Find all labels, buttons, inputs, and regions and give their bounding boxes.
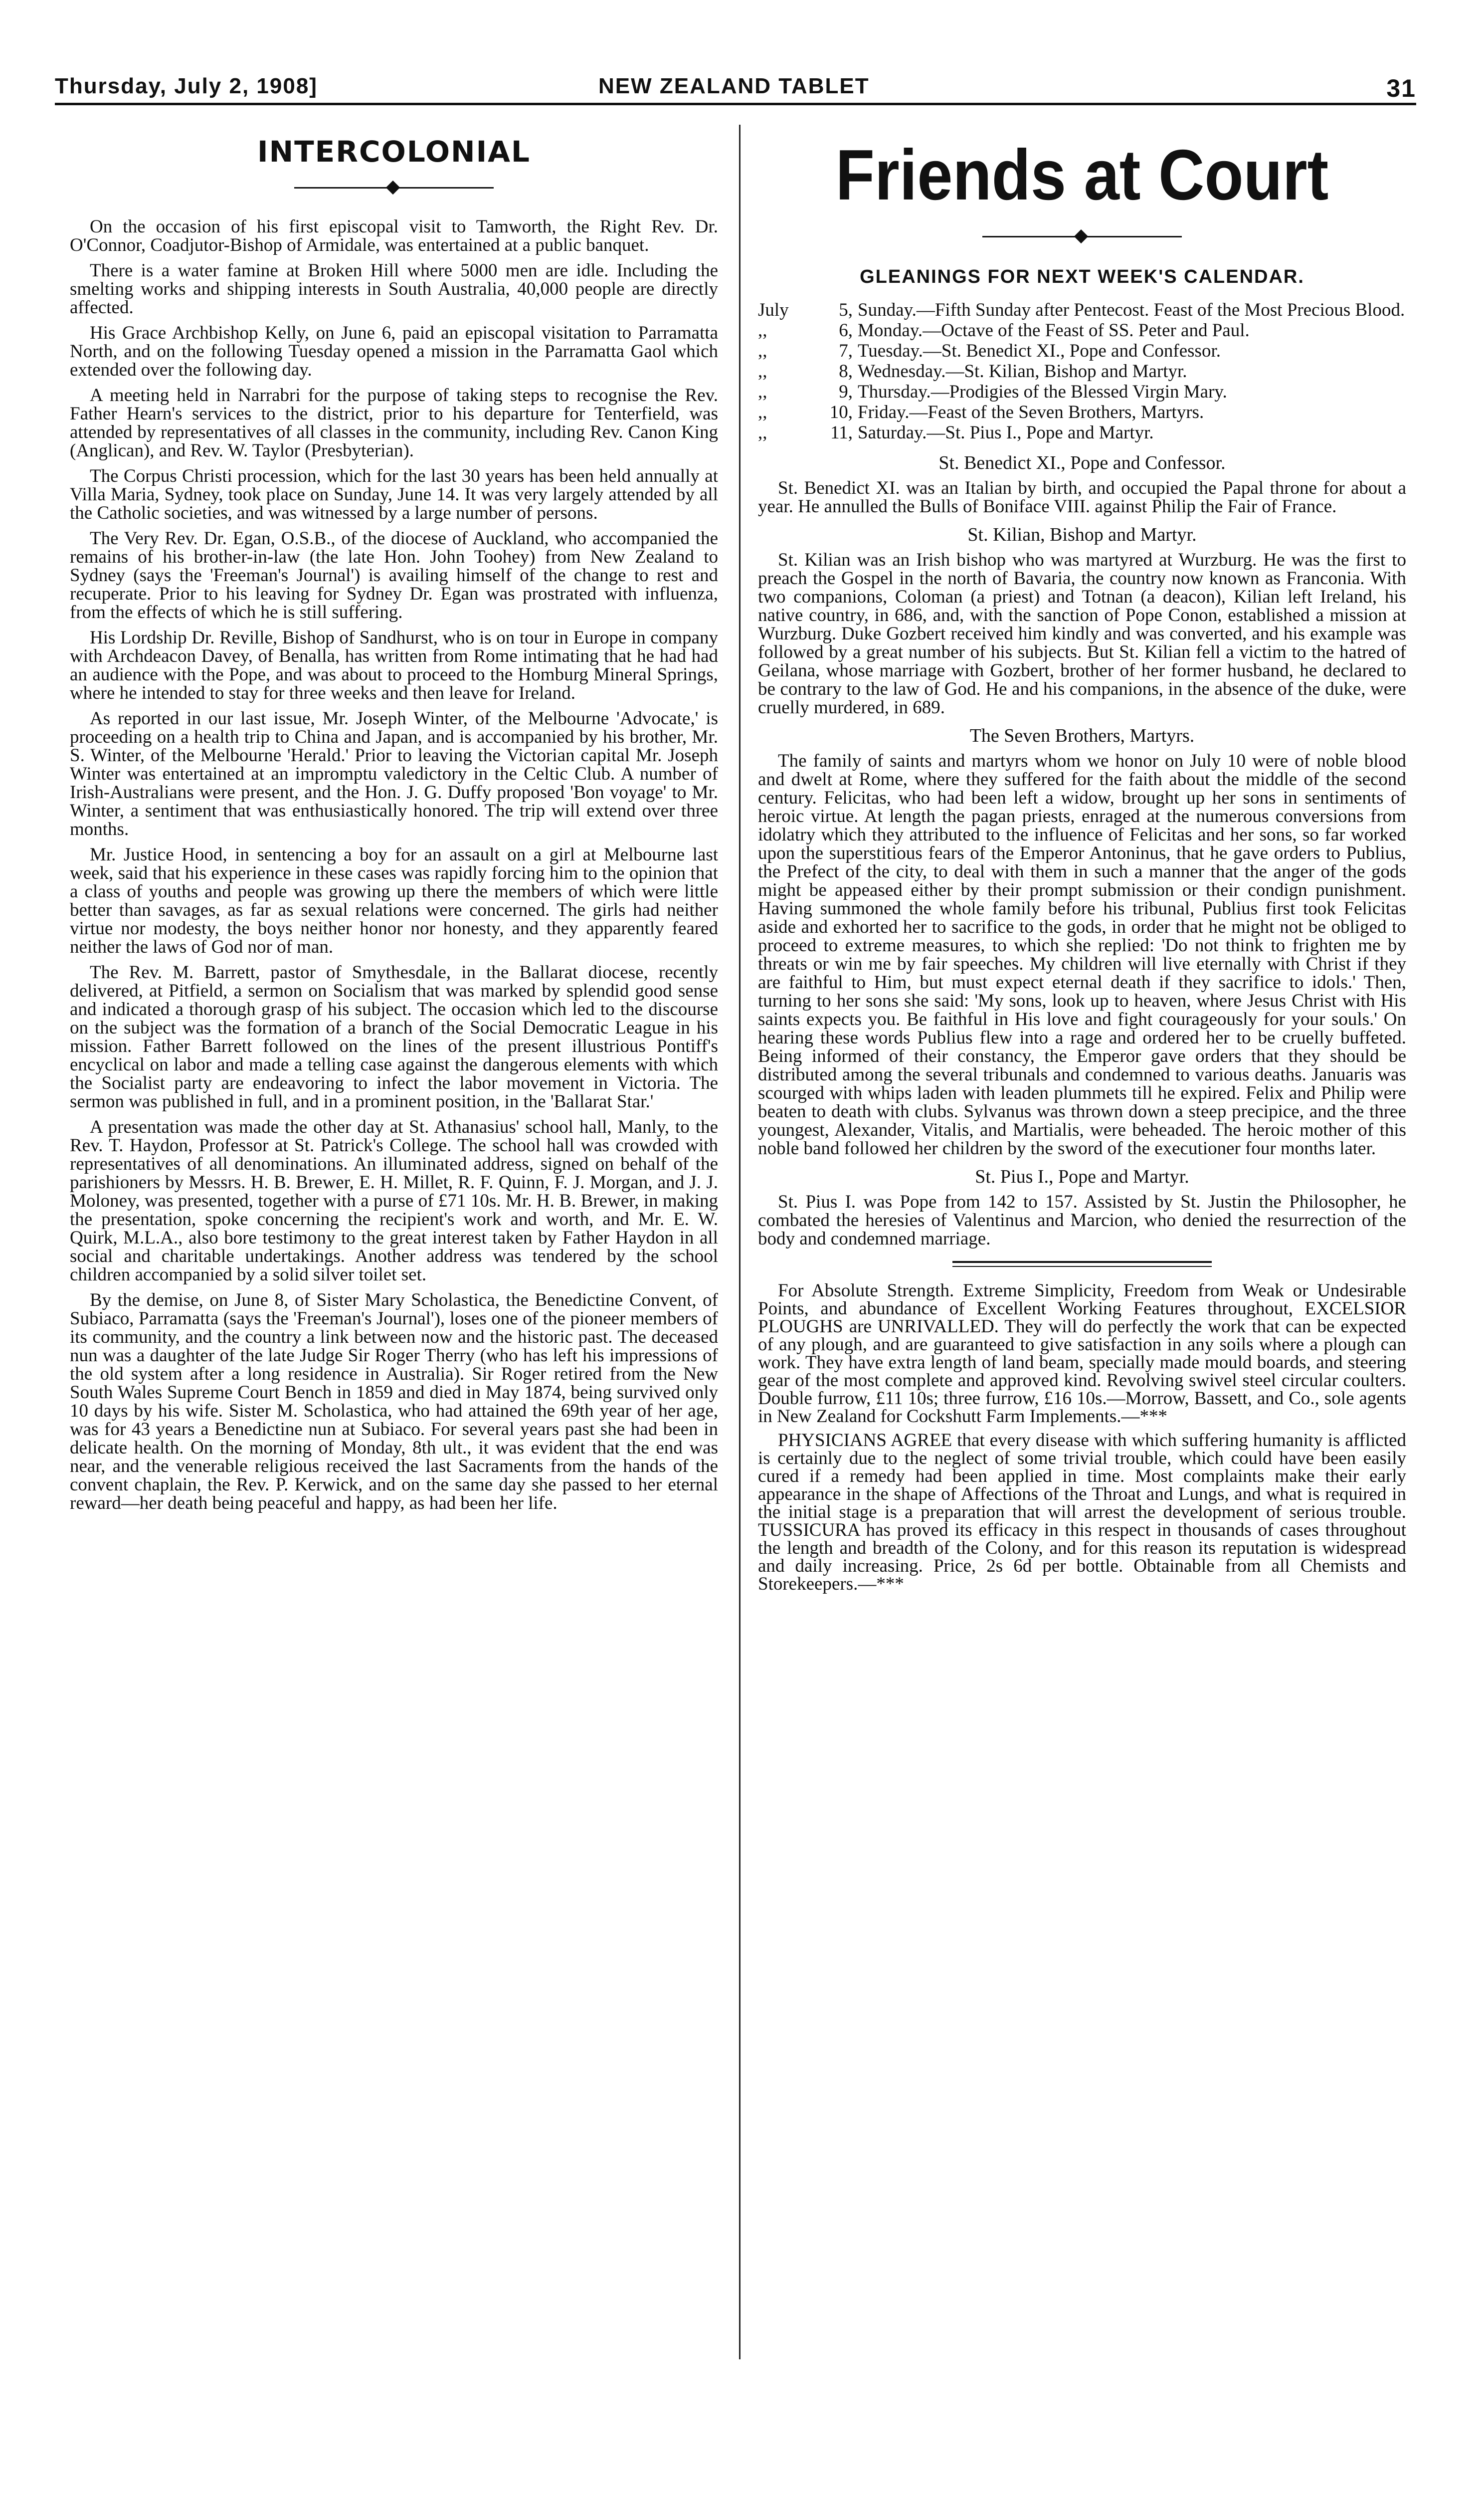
calendar-day: 5, xyxy=(839,300,853,320)
article-paragraph: As reported in our last issue, Mr. Joseph Winter, of the Melbourne 'Advocate,' is proceeding on a health trip to China and Japan, and is accompanied by his brother, Mr. S. Winter, of the Melbourne 'Herald.' Prior to leaving the Victorian capital Mr. Joseph Winter was entertained at an impromptu valedictory in the Celtic Club. A number of Irish-Australians were present, and the Hon. J. G. Duffy proposed 'Bon voyage' to Mr. Winter, a sentiment that was enthusiastically honored. The trip will extend over three months. xyxy=(70,708,718,839)
masthead xyxy=(55,70,1416,102)
advertisement-tussicura: PHYSICIANS AGREE that every disease with which suffering humanity is afflicted is certainly due to the neglect of some trivial trouble, which could have been easily cured if a remedy had been applied in time. Most complaints make their early appearance in the shape of Affections of the Throat and Lungs, and what is required in the initial stage is a preparation that will arrest the development of serious trouble. TUSSICURA has proved its efficacy in this respect in thousands of cases throughout the length and breadth of the Colony, and for this reason its reputation is widespread and daily increasing. Price, 2s 6d per bottle. Obtainable from all Chemists and Storekeepers.—*** xyxy=(758,1430,1406,1594)
section-separator xyxy=(952,1266,1212,1267)
saint-heading: St. Benedict XI., Pope and Confessor. xyxy=(938,452,1226,473)
article-paragraph: The Rev. M. Barrett, pastor of Smythesdale, in the Ballarat diocese, recently delivered, at Pitfield, a sermon on Socialism that was marked by splendid good sense and indicated a thorough grasp of his subject. The occasion which led to the discourse on the subject was the formation of a branch of the Social Democratic League in his mission. Father Barrett followed on the lines of the present illustrious Pontiff's encyclical on labor and made a telling case against the dangerous elements with which the Socialist party are endeavoring to infect the labor movement in Victoria. The sermon was published in full, and in a prominent position, in the 'Ballarat Star.' xyxy=(70,962,718,1112)
calendar-entry: Wednesday.—St. Kilian, Bishop and Martyr. xyxy=(858,361,1187,382)
saint-paragraph: St. Pius I. was Pope from 142 to 157. Assisted by St. Justin the Philosopher, he combated the heresies of Valentinus and Marcion, who denied the resurrection of the body and condemned marriage. xyxy=(758,1192,1406,1249)
calendar-month: ,, xyxy=(758,382,767,402)
article-paragraph: On the occasion of his first episcopal visit to Tamworth, the Right Rev. Dr. O'Connor, Coadjutor-Bishop of Armidale, was entertained at a public banquet. xyxy=(70,216,718,255)
article-paragraph: A presentation was made the other day at St. Athanasius' school hall, Manly, to the Rev. T. Haydon, Professor at St. Patrick's College. The school hall was crowded with representatives of all denominations. An illuminated address, signed on behalf of the parishioners by Messrs. H. B. Brewer, E. H. Millet, R. F. Quinn, F. J. Morgan, and J. J. Moloney, was presented, together with a purse of £71 10s. Mr. H. B. Brewer, in making the presentation, spoke concerning the recipient's work and worth, and Mr. E. W. Quirk, M.L.A., also bore testimony to the great interest taken by Father Haydon in all social and charitable undertakings. Another address was tendered by the school children accompanied by a solid silver toilet set. xyxy=(70,1117,718,1285)
section-separator xyxy=(952,1261,1212,1263)
calendar-month: ,, xyxy=(758,402,767,422)
calendar-month: ,, xyxy=(758,422,767,443)
calendar-entry: Friday.—Feast of the Seven Brothers, Martyrs. xyxy=(858,402,1204,422)
calendar-row xyxy=(758,403,1406,421)
issue-date: Thursday, July 2, 1908] xyxy=(55,74,318,98)
saint-heading: St. Pius I., Pope and Martyr. xyxy=(975,1166,1189,1187)
article-paragraph: There is a water famine at Broken Hill where 5000 men are idle. Including the smelting works and shipping interests in South Australia, 40,000 people are directly affected. xyxy=(70,260,718,318)
calendar-day: 10, xyxy=(829,402,853,422)
section-heading-intercolonial: INTERCOLONIAL xyxy=(257,135,531,169)
calendar-month: July xyxy=(758,300,789,320)
calendar-month: ,, xyxy=(758,361,767,382)
advertisement-ploughs: For Absolute Strength. Extreme Simplicity, Freedom from Weak or Undesirable Points, and abundance of Excellent Working Features throughout, EXCELSIOR PLOUGHS are UNRIVALLED. They will do perfectly the work that can be expected of any plough, and are guaranteed to give satisfaction in any soils where a plough can work. They have extra length of land beam, specially made mould boards, and steering gear of the most complete and approved kind. Revolving swivel steel circular coulters. Double furrow, £11 10s; three furrow, £16 10s.—Morrow, Bassett, and Co., sole agents in New Zealand for Cockshutt Farm Implements.—*** xyxy=(758,1280,1406,1427)
column-divider xyxy=(739,125,741,2359)
masthead-rule xyxy=(55,103,1416,105)
calendar-entry: Monday.—Octave of the Feast of SS. Peter and Paul. xyxy=(858,320,1250,341)
calendar-row xyxy=(758,301,1406,319)
friends-at-court-column xyxy=(758,125,1406,1599)
calendar-row xyxy=(758,362,1406,381)
article-paragraph: The Corpus Christi procession, which for the last 30 years has been held annually at Villa Maria, Sydney, took place on Sunday, June 14. It was very largely attended by all the Catholic societies, and was witnessed by a large number of persons. xyxy=(70,466,718,523)
saint-paragraph: St. Benedict XI. was an Italian by birth, and occupied the Papal throne for about a year. He annulled the Bulls of Boniface VIII. against Philip the Fair of France. xyxy=(758,478,1406,517)
article-paragraph: A meeting held in Narrabri for the purpose of taking steps to recognise the Rev. Father Hearn's services to the district, prior to his departure for Tenterfield, was attended by representatives of all classes in the community, including Rev. Canon King (Anglican), and Rev. W. Taylor (Presbyterian). xyxy=(70,385,718,461)
calendar-subheading: GLEANINGS FOR NEXT WEEK'S CALENDAR. xyxy=(860,266,1304,287)
calendar-entry: Sunday.—Fifth Sunday after Pentecost. Feast of the Most Precious Blood. xyxy=(858,300,1405,320)
calendar-month: ,, xyxy=(758,320,767,341)
calendar-row xyxy=(758,342,1406,360)
calendar-row xyxy=(758,423,1406,442)
article-paragraph: Mr. Justice Hood, in sentencing a boy for an assault on a girl at Melbourne last week, said that his experience in these cases was rapidly forcing him to the opinion that a class of youths and people was growing up there the members of which were little better than savages, as far as sexual relations were concerned. The girls had neither virtue nor modesty, the boys neither honor nor honesty, and they apparently feared neither the laws of God nor of man. xyxy=(70,844,718,957)
saint-paragraph: The family of saints and martyrs whom we honor on July 10 were of noble blood and dwelt at Rome, where they suffered for the faith about the middle of the second century. Felicitas, who had been left a widow, brought up her sons in sentiments of heroic virtue. At length the pagan priests, enraged at the numerous conversions from idolatry which they attributed to the influence of Felicitas and her sons, so far worked upon the superstitious fears of the Emperor Antoninus, that he gave orders to Publius, the Prefect of the city, to deal with them in such a manner that the anger of the gods might be appeased either by their prompt submission or their condign punishment. Having summoned the whole family before his tribunal, Publius first took Felicitas aside and exhorted her to sacrifice to the gods, in order that he might not be obliged to proceed to extreme measures, to which she replied: 'Do not think to frighten me by threats or win me by fair speeches. My children will live eternally with Christ if they are faithful to Him, but must expect eternal death if they sacrifice to idols.' Then, turning to her sons she said: 'My sons, look up to heaven, where Jesus Christ with His saints expects you. Be faithful in His love and fight courageously for your souls.' On hearing these words Publius flew into a rage and ordered her to be cruelly buffeted. Being informed of their constancy, the Emperor gave orders that they should be distributed among the several tribunals and condemned to various deaths. Januaris was scourged with whips laden with leaden plummets till he expired. Felix and Philip were beaten to death with clubs. Sylvanus was thrown down a steep precipice, and the three youngest, Alexander, Vitalis, and Martialis, were beheaded. The heroic mother of this noble band followed her children by the sword of the executioner four months later. xyxy=(758,751,1406,1159)
calendar-day: 11, xyxy=(830,422,853,443)
intercolonial-column xyxy=(70,135,718,1519)
article-paragraph: His Lordship Dr. Reville, Bishop of Sandhurst, who is on tour in Europe in company with Archdeacon Davey, of Benalla, has written from Rome intimating that he had had an audience with the Pope, and was about to proceed to the Homburg Mineral Springs, where he intended to stay for three weeks and then leave for Ireland. xyxy=(70,627,718,703)
calendar-list xyxy=(758,301,1406,442)
ornament-rule xyxy=(982,229,1182,244)
article-paragraph: The Very Rev. Dr. Egan, O.S.B., of the diocese of Auckland, who accompanied the remains of his brother-in-law (the late Hon. John Toohey) from New Zealand to Sydney (says the 'Freeman's Journal') is availing himself of the change to rest and recuperate. Prior to his leaving for Sydney Dr. Egan was prostrated with influenza, from the effects of which he is still suffering. xyxy=(70,528,718,623)
saint-paragraph: St. Kilian was an Irish bishop who was martyred at Wurzburg. He was the first to preach the Gospel in the north of Bavaria, the country now known as Franconia. With two companions, Coloman (a priest) and Totnan (a deacon), Kilian left Ireland, his native country, in 686, and, with the sanction of Pope Conon, established a mission at Wurzburg. Duke Gozbert received him kindly and was converted, and his example was followed by a great number of his subjects. But St. Kilian fell a victim to the hatred of Geilana, whose marriage with Gozbert, brother of her former husband, he declared to be contrary to the law of God. He and his companions, in the absence of the duke, were cruelly murdered, in 689. xyxy=(758,550,1406,718)
paper-title: NEW ZEALAND TABLET xyxy=(598,74,870,98)
section-heading-friends-at-court: Friends at Court xyxy=(835,135,1329,215)
ornament-rule xyxy=(294,181,494,196)
calendar-row xyxy=(758,321,1406,340)
calendar-entry: Thursday.—Prodigies of the Blessed Virgin Mary. xyxy=(858,382,1227,402)
calendar-row xyxy=(758,383,1406,401)
calendar-day: 9, xyxy=(839,382,853,402)
calendar-day: 7, xyxy=(839,341,853,361)
calendar-day: 6, xyxy=(839,320,853,341)
calendar-month: ,, xyxy=(758,341,767,361)
calendar-entry: Saturday.—St. Pius I., Pope and Martyr. xyxy=(858,422,1154,443)
article-paragraph: By the demise, on June 8, of Sister Mary Scholastica, the Benedictine Convent, of Subiaco, Parramatta (says the 'Freeman's Journal'), loses one of the pioneer members of its community, and the country a link between now and the historic past. The deceased nun was a daughter of the late Judge Sir Roger Therry (who has left his impressions of the old system after a long residence in Australia). Sir Roger retired from the New South Wales Supreme Court Bench in 1859 and died in May 1874, being survived only 10 days by his wife. Sister M. Scholastica, who had attained the 69th year of her age, was for 43 years a Benedictine nun at Subiaco. For several years past she had been in delicate health. On the morning of Monday, 8th ult., it was evident that the end was near, and the venerable religious received the last Sacraments from the hands of the convent chaplain, the Rev. P. Kerwick, and on the same day she passed to her eternal reward—her death being peaceful and happy, as had been her life. xyxy=(70,1290,718,1513)
saint-heading: St. Kilian, Bishop and Martyr. xyxy=(967,524,1197,545)
calendar-day: 8, xyxy=(839,361,853,382)
article-paragraph: His Grace Archbishop Kelly, on June 6, paid an episcopal visitation to Parramatta North, and on the following Tuesday opened a mission in the Parramatta Gaol which extended over the following day. xyxy=(70,323,718,380)
page-number: 31 xyxy=(1386,74,1416,102)
calendar-entry: Tuesday.—St. Benedict XI., Pope and Confessor. xyxy=(858,341,1221,361)
saint-heading: The Seven Brothers, Martyrs. xyxy=(969,725,1195,746)
